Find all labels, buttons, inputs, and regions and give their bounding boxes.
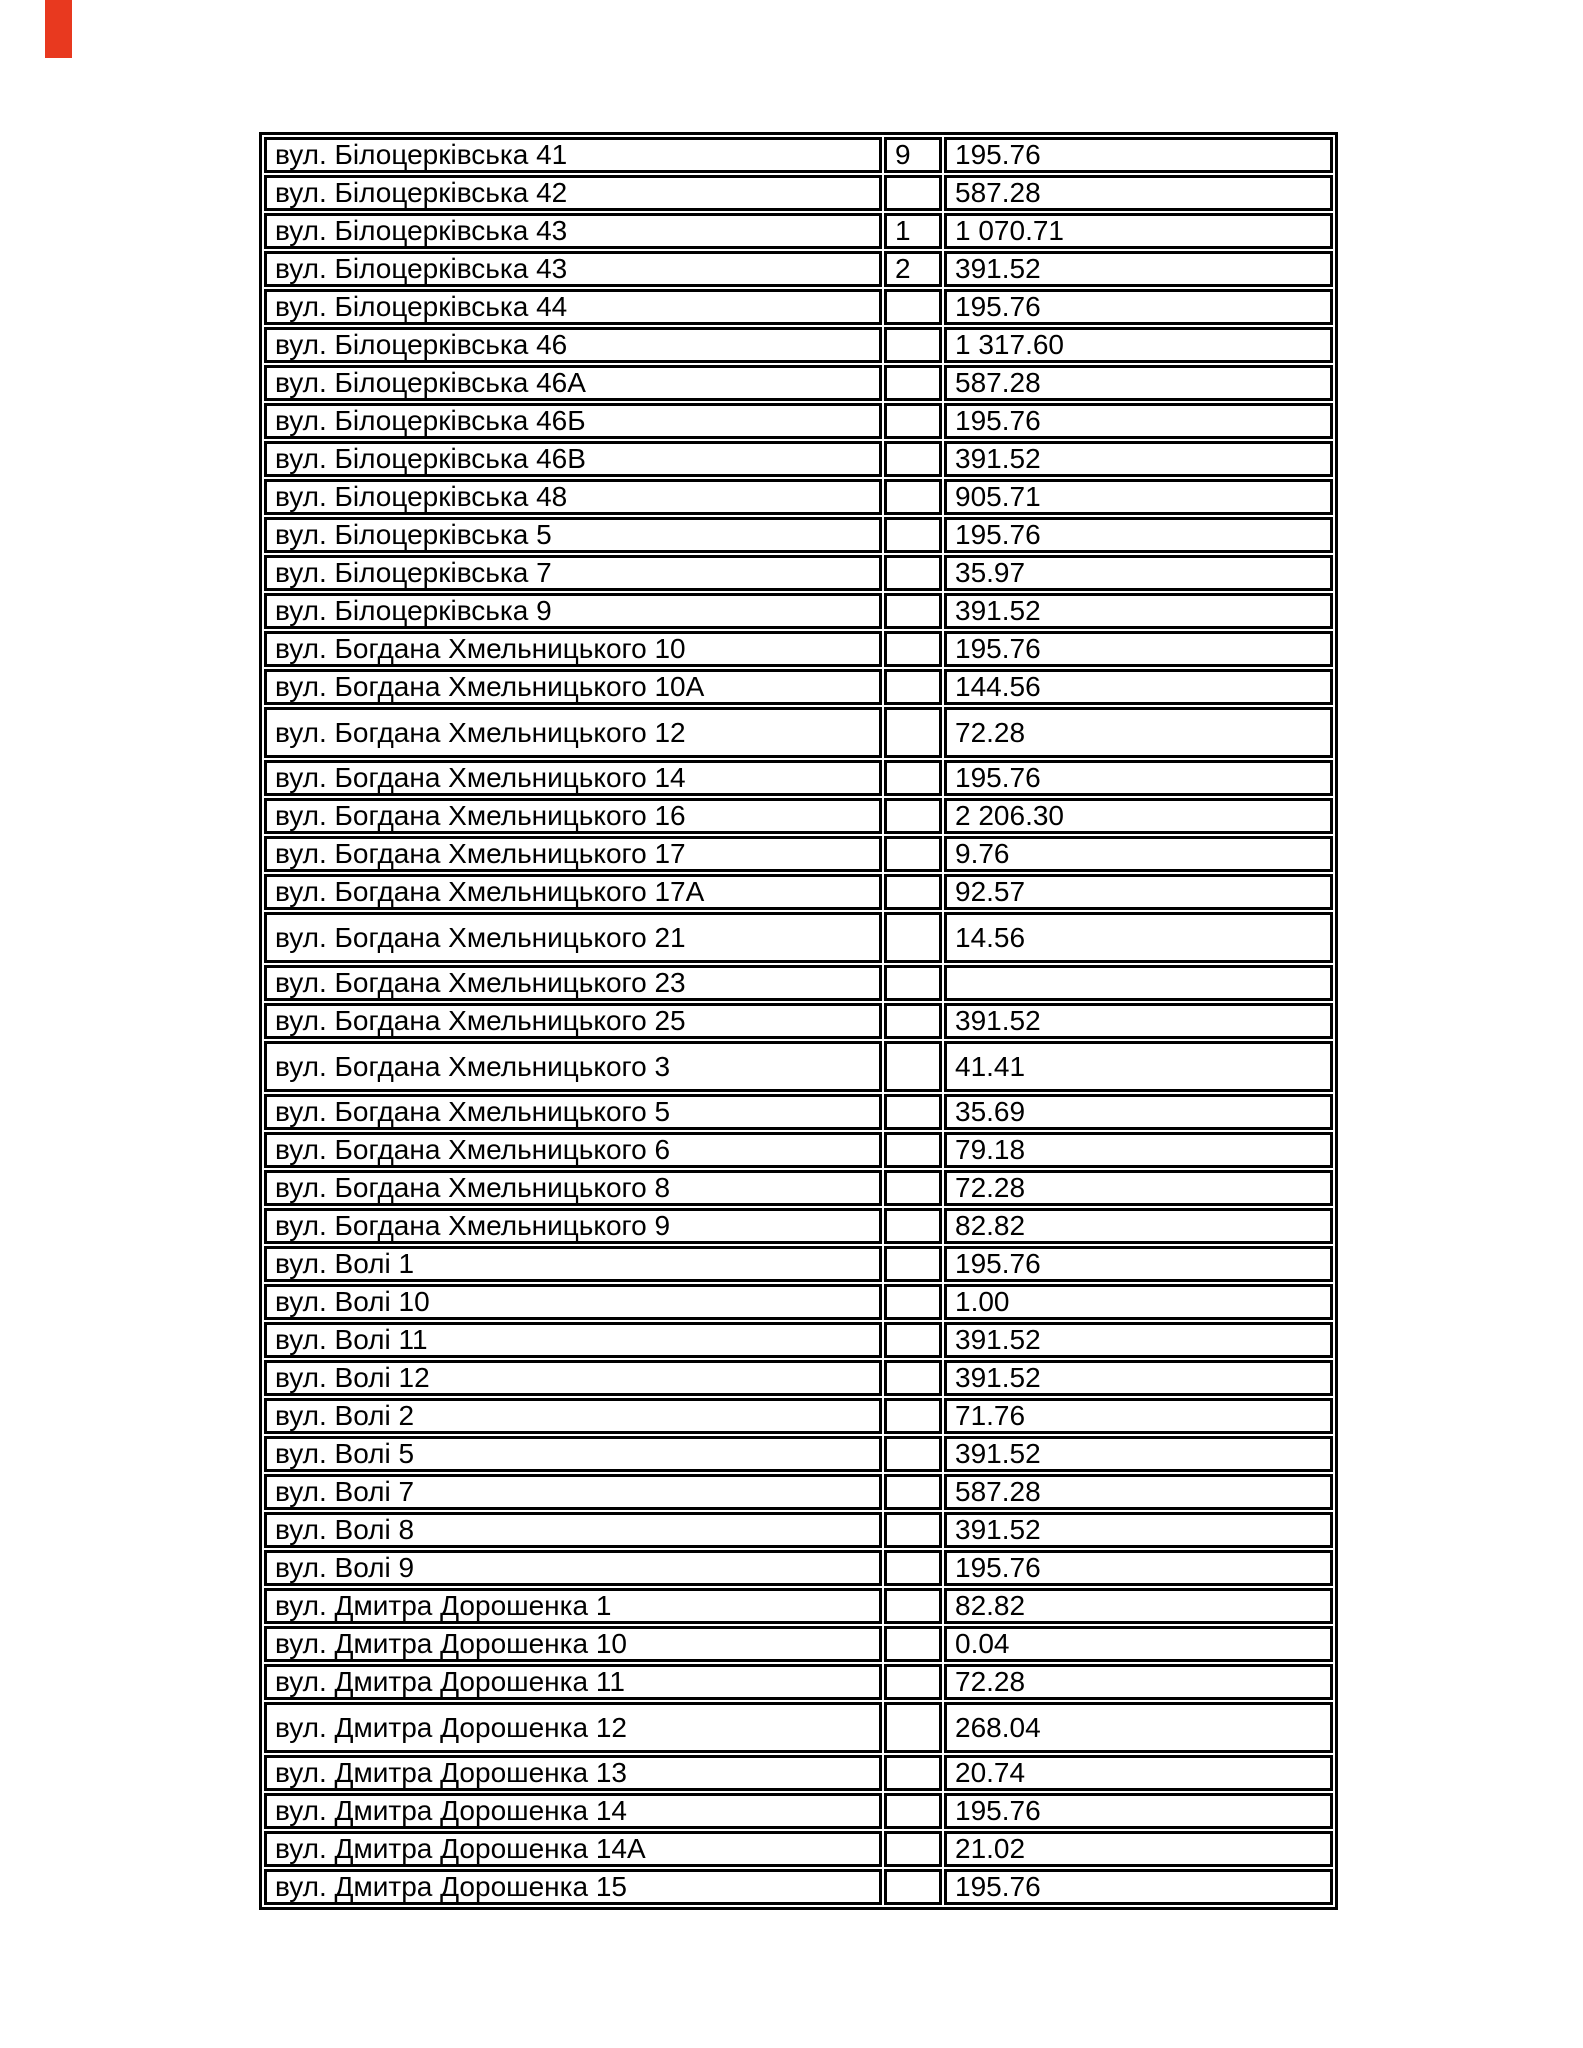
street-cell: вул. Білоцерківська 48 — [264, 479, 882, 515]
note-cell — [884, 1436, 942, 1472]
street-cell: вул. Богдана Хмельницького 10А — [264, 669, 882, 705]
value-cell: 391.52 — [944, 1436, 1333, 1472]
table-row — [264, 517, 1333, 553]
note-cell — [884, 836, 942, 872]
note-cell — [884, 1793, 942, 1829]
note-cell — [884, 1398, 942, 1434]
value-cell: 195.76 — [944, 137, 1333, 173]
note-cell — [884, 874, 942, 910]
table-row — [264, 1360, 1333, 1396]
table-row — [264, 760, 1333, 796]
note-cell — [884, 669, 942, 705]
note-cell: 1 — [884, 213, 942, 249]
note-cell — [884, 1588, 942, 1624]
street-cell: вул. Дмитра Дорошенка 14А — [264, 1831, 882, 1867]
value-cell: 0.04 — [944, 1626, 1333, 1662]
table-row — [264, 669, 1333, 705]
value-cell: 587.28 — [944, 1474, 1333, 1510]
note-cell — [884, 1094, 942, 1130]
note-cell — [884, 760, 942, 796]
street-cell: вул. Богдана Хмельницького 14 — [264, 760, 882, 796]
note-cell — [884, 1003, 942, 1039]
table-row — [264, 1170, 1333, 1206]
table-row — [264, 479, 1333, 515]
table-row — [264, 1550, 1333, 1586]
value-cell: 82.82 — [944, 1588, 1333, 1624]
value-cell: 1 317.60 — [944, 327, 1333, 363]
note-cell — [884, 1702, 942, 1753]
table-row — [264, 1512, 1333, 1548]
value-cell: 21.02 — [944, 1831, 1333, 1867]
note-cell — [884, 1474, 942, 1510]
note-cell: 2 — [884, 251, 942, 287]
street-cell: вул. Богдана Хмельницького 12 — [264, 707, 882, 758]
value-cell: 35.69 — [944, 1094, 1333, 1130]
street-cell: вул. Білоцерківська 43 — [264, 251, 882, 287]
note-cell — [884, 1869, 942, 1905]
value-cell: 92.57 — [944, 874, 1333, 910]
note-cell — [884, 365, 942, 401]
table-row — [264, 1041, 1333, 1092]
street-cell: вул. Білоцерківська 46Б — [264, 403, 882, 439]
table-row — [264, 1755, 1333, 1791]
street-cell: вул. Білоцерківська 42 — [264, 175, 882, 211]
table-row — [264, 137, 1333, 173]
table-row — [264, 555, 1333, 591]
value-cell: 14.56 — [944, 912, 1333, 963]
value-cell: 35.97 — [944, 555, 1333, 591]
table-row — [264, 593, 1333, 629]
value-cell: 2 206.30 — [944, 798, 1333, 834]
street-cell: вул. Богдана Хмельницького 21 — [264, 912, 882, 963]
street-cell: вул. Богдана Хмельницького 3 — [264, 1041, 882, 1092]
table-row — [264, 1132, 1333, 1168]
value-cell: 1.00 — [944, 1284, 1333, 1320]
note-cell — [884, 593, 942, 629]
value-cell: 195.76 — [944, 1793, 1333, 1829]
street-cell: вул. Волі 10 — [264, 1284, 882, 1320]
street-cell: вул. Дмитра Дорошенка 13 — [264, 1755, 882, 1791]
note-cell — [884, 1284, 942, 1320]
value-cell: 72.28 — [944, 1170, 1333, 1206]
note-cell — [884, 1550, 942, 1586]
value-cell: 195.76 — [944, 631, 1333, 667]
street-cell: вул. Богдана Хмельницького 23 — [264, 965, 882, 1001]
table-row — [264, 175, 1333, 211]
note-cell — [884, 1664, 942, 1700]
value-cell: 195.76 — [944, 1550, 1333, 1586]
table-row — [264, 1588, 1333, 1624]
street-cell: вул. Богдана Хмельницького 9 — [264, 1208, 882, 1244]
note-cell — [884, 441, 942, 477]
note-cell — [884, 1512, 942, 1548]
street-cell: вул. Волі 9 — [264, 1550, 882, 1586]
value-cell: 391.52 — [944, 441, 1333, 477]
value-cell: 391.52 — [944, 1512, 1333, 1548]
street-cell: вул. Дмитра Дорошенка 11 — [264, 1664, 882, 1700]
note-cell — [884, 1755, 942, 1791]
street-cell: вул. Дмитра Дорошенка 14 — [264, 1793, 882, 1829]
table-row — [264, 874, 1333, 910]
value-cell: 195.76 — [944, 403, 1333, 439]
note-cell — [884, 1246, 942, 1282]
note-cell — [884, 403, 942, 439]
value-cell: 71.76 — [944, 1398, 1333, 1434]
value-cell: 9.76 — [944, 836, 1333, 872]
note-cell — [884, 1041, 942, 1092]
value-cell: 268.04 — [944, 1702, 1333, 1753]
note-cell — [884, 1360, 942, 1396]
value-cell: 391.52 — [944, 1322, 1333, 1358]
street-cell: вул. Білоцерківська 7 — [264, 555, 882, 591]
value-cell: 144.56 — [944, 669, 1333, 705]
street-cell: вул. Богдана Хмельницького 10 — [264, 631, 882, 667]
table-row — [264, 441, 1333, 477]
table-row — [264, 707, 1333, 758]
table-row — [264, 1664, 1333, 1700]
note-cell — [884, 327, 942, 363]
value-cell: 391.52 — [944, 1003, 1333, 1039]
street-cell: вул. Дмитра Дорошенка 15 — [264, 1869, 882, 1905]
note-cell — [884, 1322, 942, 1358]
value-cell: 82.82 — [944, 1208, 1333, 1244]
note-cell — [884, 1831, 942, 1867]
street-cell: вул. Волі 7 — [264, 1474, 882, 1510]
street-cell: вул. Білоцерківська 5 — [264, 517, 882, 553]
value-cell: 1 070.71 — [944, 213, 1333, 249]
note-cell — [884, 798, 942, 834]
note-cell — [884, 289, 942, 325]
value-cell: 587.28 — [944, 365, 1333, 401]
street-cell: вул. Волі 8 — [264, 1512, 882, 1548]
value-cell: 79.18 — [944, 1132, 1333, 1168]
street-cell: вул. Білоцерківська 46А — [264, 365, 882, 401]
value-cell: 587.28 — [944, 175, 1333, 211]
street-cell: вул. Білоцерківська 43 — [264, 213, 882, 249]
street-cell: вул. Богдана Хмельницького 16 — [264, 798, 882, 834]
note-cell — [884, 631, 942, 667]
table-row — [264, 965, 1333, 1001]
value-cell: 195.76 — [944, 289, 1333, 325]
table-row — [264, 1208, 1333, 1244]
value-cell: 195.76 — [944, 1869, 1333, 1905]
street-cell: вул. Волі 12 — [264, 1360, 882, 1396]
value-cell: 72.28 — [944, 1664, 1333, 1700]
value-cell: 905.71 — [944, 479, 1333, 515]
note-cell — [884, 555, 942, 591]
street-cell: вул. Богдана Хмельницького 17 — [264, 836, 882, 872]
table-row — [264, 1474, 1333, 1510]
table-row — [264, 1003, 1333, 1039]
street-cell: вул. Волі 5 — [264, 1436, 882, 1472]
table-row — [264, 1284, 1333, 1320]
table-row — [264, 1702, 1333, 1753]
address-table-container — [259, 132, 1338, 1910]
street-cell: вул. Волі 11 — [264, 1322, 882, 1358]
street-cell: вул. Білоцерківська 46В — [264, 441, 882, 477]
table-row — [264, 1322, 1333, 1358]
table-row — [264, 365, 1333, 401]
street-cell: вул. Волі 1 — [264, 1246, 882, 1282]
note-cell — [884, 479, 942, 515]
street-cell: вул. Богдана Хмельницького 25 — [264, 1003, 882, 1039]
street-cell: вул. Богдана Хмельницького 5 — [264, 1094, 882, 1130]
note-cell: 9 — [884, 137, 942, 173]
table-row — [264, 1626, 1333, 1662]
table-row — [264, 912, 1333, 963]
street-cell: вул. Дмитра Дорошенка 10 — [264, 1626, 882, 1662]
value-cell — [944, 965, 1333, 1001]
table-row — [264, 836, 1333, 872]
street-cell: вул. Волі 2 — [264, 1398, 882, 1434]
value-cell: 391.52 — [944, 593, 1333, 629]
address-table-body — [264, 137, 1333, 1905]
table-row — [264, 1793, 1333, 1829]
street-cell: вул. Богдана Хмельницького 17А — [264, 874, 882, 910]
street-cell: вул. Білоцерківська 46 — [264, 327, 882, 363]
table-row — [264, 798, 1333, 834]
table-row — [264, 1094, 1333, 1130]
address-table — [262, 135, 1335, 1907]
note-cell — [884, 965, 942, 1001]
table-row — [264, 1436, 1333, 1472]
note-cell — [884, 517, 942, 553]
note-cell — [884, 1626, 942, 1662]
street-cell: вул. Білоцерківська 9 — [264, 593, 882, 629]
street-cell: вул. Дмитра Дорошенка 12 — [264, 1702, 882, 1753]
red-stripe-mark — [45, 0, 72, 58]
street-cell: вул. Дмитра Дорошенка 1 — [264, 1588, 882, 1624]
table-row — [264, 1398, 1333, 1434]
table-row — [264, 1831, 1333, 1867]
table-row — [264, 631, 1333, 667]
note-cell — [884, 1170, 942, 1206]
value-cell: 195.76 — [944, 760, 1333, 796]
value-cell: 41.41 — [944, 1041, 1333, 1092]
table-row — [264, 289, 1333, 325]
street-cell: вул. Білоцерківська 41 — [264, 137, 882, 173]
note-cell — [884, 912, 942, 963]
value-cell: 72.28 — [944, 707, 1333, 758]
value-cell: 391.52 — [944, 1360, 1333, 1396]
table-row — [264, 327, 1333, 363]
value-cell: 20.74 — [944, 1755, 1333, 1791]
note-cell — [884, 707, 942, 758]
table-row — [264, 1246, 1333, 1282]
value-cell: 195.76 — [944, 1246, 1333, 1282]
note-cell — [884, 1208, 942, 1244]
street-cell: вул. Білоцерківська 44 — [264, 289, 882, 325]
value-cell: 391.52 — [944, 251, 1333, 287]
table-row — [264, 403, 1333, 439]
note-cell — [884, 1132, 942, 1168]
table-row — [264, 213, 1333, 249]
table-row — [264, 1869, 1333, 1905]
value-cell: 195.76 — [944, 517, 1333, 553]
street-cell: вул. Богдана Хмельницького 6 — [264, 1132, 882, 1168]
note-cell — [884, 175, 942, 211]
table-row — [264, 251, 1333, 287]
street-cell: вул. Богдана Хмельницького 8 — [264, 1170, 882, 1206]
